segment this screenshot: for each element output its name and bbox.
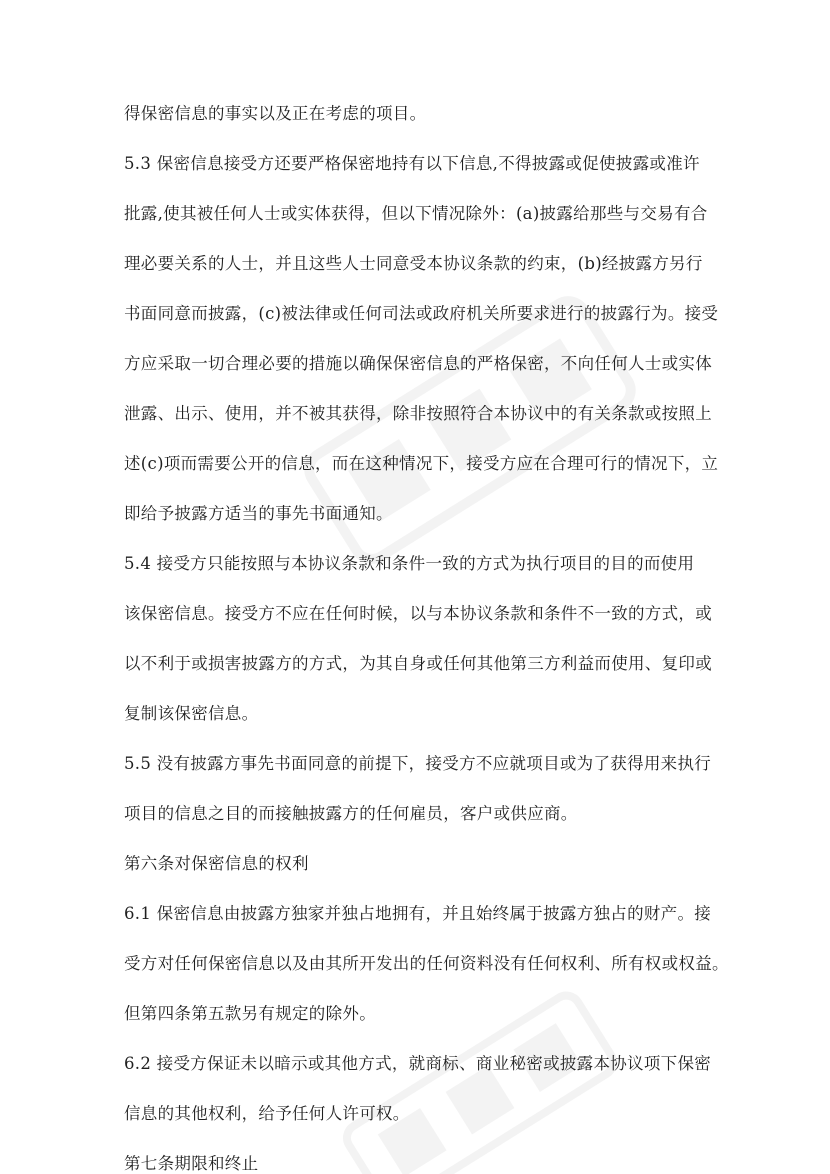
text-line: 6.2 接受方保证未以暗示或其他方式，就商标、商业秘密或披露本协议项下保密 bbox=[124, 1054, 712, 1073]
text-line: 以不利于或损害披露方的方式，为其自身或任何其他第三方利益而使用、复印或 bbox=[124, 654, 712, 673]
text-line: 书面同意而披露，(c)被法律或任何司法或政府机关所要求进行的披露行为。接受 bbox=[124, 304, 719, 323]
text-line: 泄露、出示、使用，并不被其获得，除非按照符合本协议中的有关条款或按照上 bbox=[124, 404, 712, 423]
section-heading: 第七条期限和终止 bbox=[124, 1154, 259, 1173]
text-line: 信息的其他权利，给予任何人许可权。 bbox=[124, 1104, 410, 1123]
text-line: 述(c)项而需要公开的信息，而在这种情况下，接受方应在合理可行的情况下，立 bbox=[124, 454, 719, 473]
text-line: 受方对任何保密信息以及由其所开发出的任何资料没有任何权利、所有权或权益。 bbox=[124, 954, 729, 973]
text-line: 理必要关系的人士，并且这些人士同意受本协议条款的约束，(b)经披露方另行 bbox=[124, 254, 703, 273]
text-line: 5.5 没有披露方事先书面同意的前提下，接受方不应就项目或为了获得用来执行 bbox=[124, 754, 712, 773]
text-line: 该保密信息。接受方不应在任何时候，以与本协议条款和条件不一致的方式，或 bbox=[124, 604, 712, 623]
text-line: 方应采取一切合理必要的措施以确保保密信息的严格保密，不向任何人士或实体 bbox=[124, 354, 712, 373]
text-line: 5.4 接受方只能按照与本协议条款和条件一致的方式为执行项目的目的而使用 bbox=[124, 554, 695, 573]
section-heading: 第六条对保密信息的权利 bbox=[124, 854, 309, 873]
text-line: 即给予披露方适当的事先书面通知。 bbox=[124, 504, 393, 523]
text-line: 复制该保密信息。 bbox=[124, 704, 259, 723]
text-line: 批露,使其被任何人士或实体获得，但以下情况除外：(a)披露给那些与交易有合 bbox=[124, 204, 708, 223]
text-line: 项目的信息之目的而接触披露方的任何雇员，客户或供应商。 bbox=[124, 804, 578, 823]
text-line: 6.1 保密信息由披露方独家并独占地拥有，并且始终属于披露方独占的财产。接 bbox=[124, 904, 712, 923]
text-line: 得保密信息的事实以及正在考虑的项目。 bbox=[124, 104, 427, 123]
text-line: 但第四条第五款另有规定的除外。 bbox=[124, 1004, 376, 1023]
text-line: 5.3 保密信息接受方还要严格保密地持有以下信息,不得披露或促使披露或准许 bbox=[124, 154, 700, 173]
